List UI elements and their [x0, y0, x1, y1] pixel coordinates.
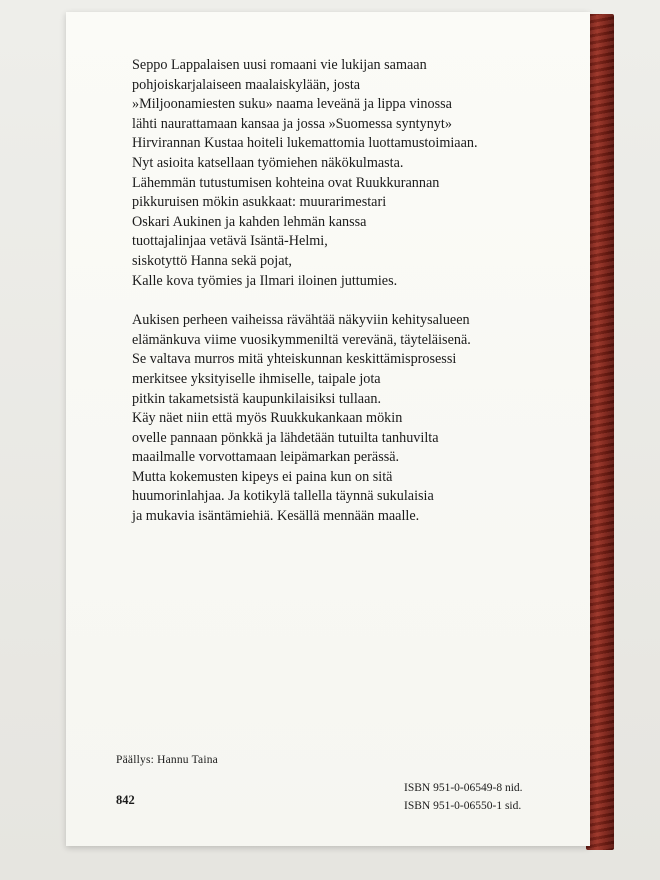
blurb-line: pikkuruisen mökin asukkaat: muurarimestari — [132, 194, 387, 211]
blurb-line: merkitsee yksityiselle ihmiselle, taipale jota — [132, 370, 381, 387]
product-code: 842 — [116, 793, 135, 807]
blurb-line: Käy näet niin että myös Ruukkukankaan mökin — [132, 410, 403, 427]
isbn-block — [404, 779, 523, 815]
blurb-line: Lähemmän tutustumisen kohteina ovat Ruukkurannan — [132, 174, 440, 191]
blurb-line: Hirvirannan Kustaa hoiteli lukemattomia luottamustoimiaan. — [132, 135, 478, 152]
blurb-line: Mutta kokemusten kipeys ei paina kun on sitä — [132, 468, 393, 485]
blurb-line: maailmalle vorvottamaan leipämarkan perässä. — [132, 449, 400, 466]
blurb-line: Kalle kova työmies ja Ilmari iloinen juttumies. — [132, 272, 398, 289]
blurb-line: tuottajalinjaa vetävä Isäntä-Helmi, — [132, 233, 328, 250]
book-back-cover — [66, 12, 590, 846]
book-page-edge — [586, 14, 614, 850]
blurb-line: Seppo Lappalaisen uusi romaani vie lukijan samaan — [132, 57, 427, 73]
blurb-paragraph-2 — [132, 311, 572, 527]
blurb-line: »Miljoonamiesten suku» naama leveänä ja lippa vinossa — [132, 96, 452, 113]
blurb-line: pohjoiskarjalaiseen maalaiskylään, josta — [132, 76, 361, 93]
blurb-line: Se valtava murros mitä yhteiskunnan keskittämisprosessi — [132, 351, 457, 368]
isbn-paperback: ISBN 951-0-06549-8 nid. — [404, 782, 523, 794]
blurb-paragraph-1 — [132, 56, 572, 291]
blurb-line: Aukisen perheen vaiheissa rävähtää näkyviin kehitysalueen — [132, 312, 470, 329]
blurb-line: pitkin takametsistä kaupunkilaisiksi tullaan. — [132, 390, 382, 407]
blurb-line: elämänkuva viime vuosikymmeniltä verevänä, täyteläisenä. — [132, 331, 471, 348]
blurb-line: lähti naurattamaan kansaa ja jossa »Suomessa syntynyt» — [132, 115, 452, 132]
blurb-text — [132, 56, 572, 527]
blurb-line: ovelle pannaan pönkkä ja lähdetään tutuilta tanhuvilta — [132, 429, 439, 446]
blurb-line: ja mukavia isäntämiehiä. Kesällä mennään maalle. — [132, 508, 420, 525]
blurb-line: siskotyttö Hanna sekä pojat, — [132, 252, 292, 269]
blurb-line: Oskari Aukinen ja kahden lehmän kanssa — [132, 213, 367, 230]
cover-design-credit: Päällys: Hannu Taina — [116, 754, 218, 766]
blurb-line: huumorinlahjaa. Ja kotikylä tallella täynnä sukulaisia — [132, 488, 434, 505]
blurb-line: Nyt asioita katsellaan työmiehen näkökulmasta. — [132, 154, 404, 171]
isbn-hardcover: ISBN 951-0-06550-1 sid. — [404, 800, 522, 812]
